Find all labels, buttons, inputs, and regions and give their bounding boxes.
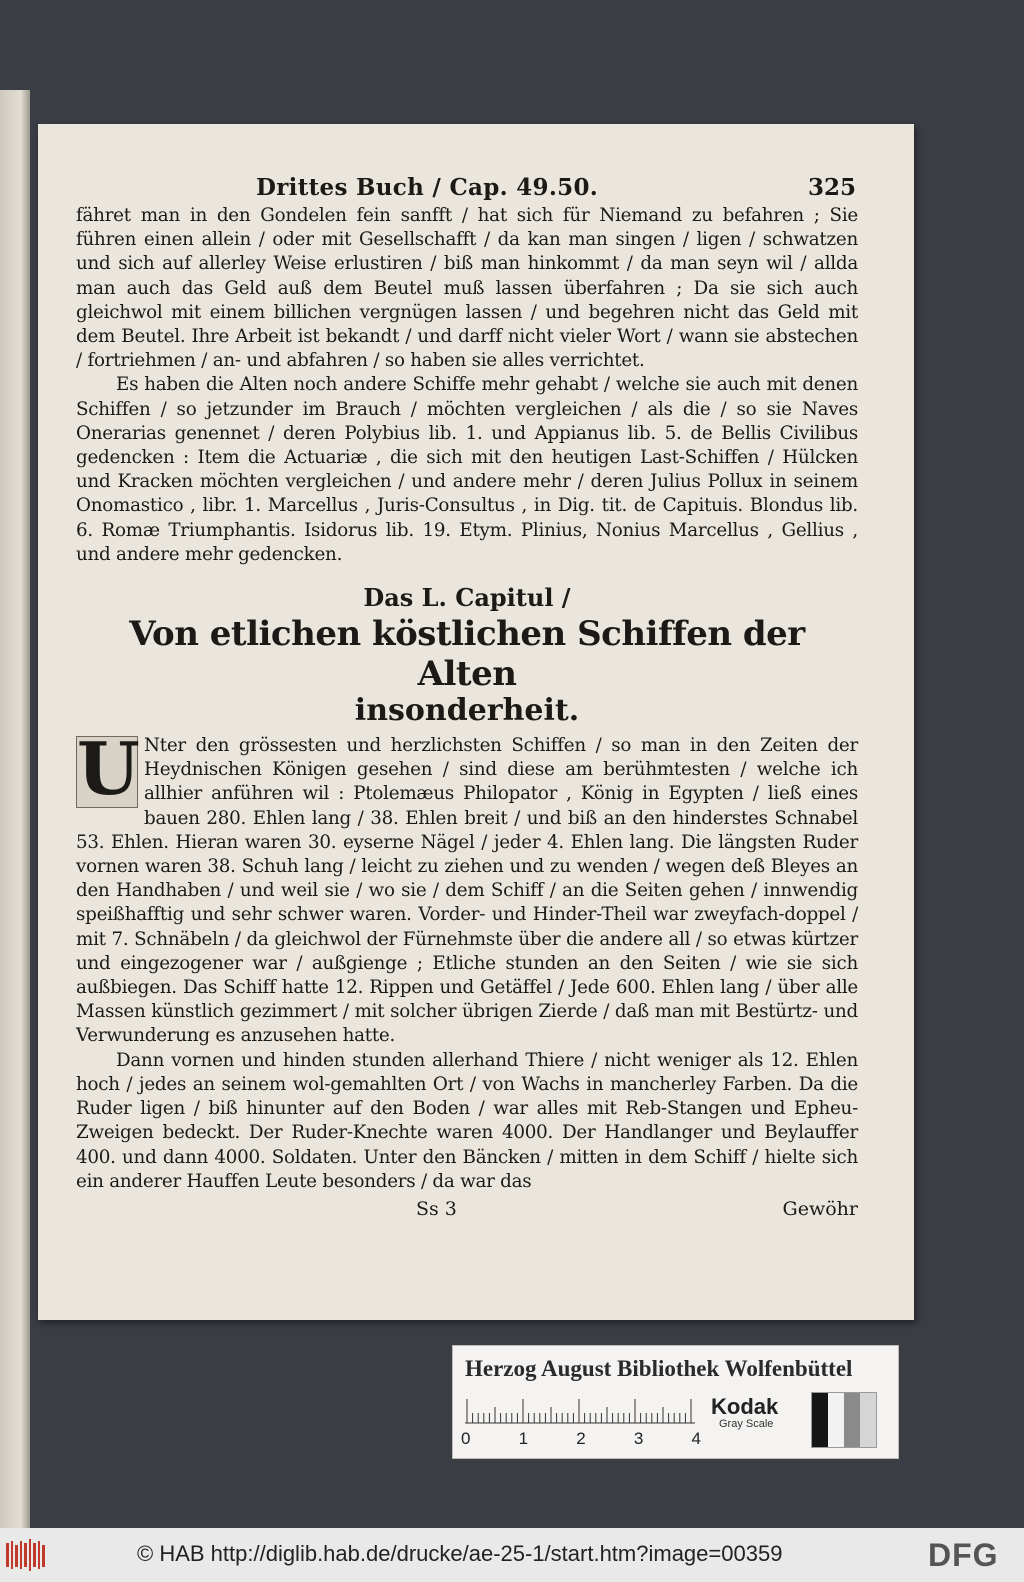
- chapter-title-continued: insonderheit.: [354, 693, 580, 729]
- paragraph: fähret man in den Gondelen fein sanfft / hat sich für Niemand zu befahren ; Sie führen einen allein / oder mit Gesellschafft / da kan man singen / ligen / schwatzen und sich auf allerley Weise erlustiren / biß man hinkommt / da man seyn wil / allda man auch das Geld auß dem Beutel muß lassen überfahren ; Da sie sich auch gleichwol mit einem billichen vergnügen lassen / und begehren nicht das Geld mit dem Beutel. Ihre Arbeit ist bekandt / und darff nicht vieler Wort / wann sie abstechen / fortriehmen / an- und abfahren / so haben sie alles verrichtet.: [76, 205, 858, 372]
- footer-bar: [0, 1528, 1024, 1582]
- ruler-scale: [461, 1429, 701, 1449]
- dfg-logo: DFG: [928, 1537, 999, 1573]
- library-color-card: [452, 1345, 899, 1459]
- copyright-url: © HAB http://diglib.hab.de/drucke/ae-25-1/start.htm?image=00359: [137, 1541, 783, 1566]
- paragraph: Dann vornen und hinden stunden allerhand Thiere / nicht weniger als 12. Ehlen hoch / jedes an seinem wol-gemahlten Ort / von Wachs in mancherley Farben. Da die Ruder ligen / biß hinunter auf den Boden / war alles mit Reb-Stangen und Epheu-Zweigen bedeckt. Der Ruder-Knechte waren 4000. Der Handlanger und Beylauffer 400. und dann 4000. Soldaten. Unter den Bäncken / mitten in dem Schiff / hielte sich ein anderer Hauffen Leute besonders / da war das: [76, 1049, 858, 1192]
- running-head: [76, 174, 858, 204]
- page-footer: [76, 1198, 858, 1220]
- gray-scale-patches: [811, 1392, 877, 1448]
- gray-scale-label: Gray Scale: [719, 1418, 774, 1430]
- ruler-number: 1: [518, 1429, 529, 1448]
- chapter-heading: [76, 583, 858, 728]
- ruler-number: 4: [691, 1429, 701, 1448]
- ruler-number: 3: [633, 1429, 644, 1448]
- ruler-number: 2: [576, 1429, 586, 1448]
- catchword: Gewöhr: [782, 1197, 858, 1220]
- running-head-title: Drittes Buch / Cap. 49.50.: [256, 174, 599, 201]
- ruler-icon: [465, 1398, 695, 1424]
- chapter-title: Von etlichen köstlichen Schiffen der Alten: [129, 614, 805, 695]
- library-name: Herzog August Bibliothek Wolfenbüttel: [465, 1356, 853, 1381]
- gray-patch: [812, 1393, 828, 1447]
- signature-mark: Ss 3: [416, 1197, 457, 1220]
- kodak-logo: Kodak: [711, 1394, 779, 1419]
- gray-patch: [860, 1393, 876, 1447]
- chapter-number: Das L. Capitul /: [363, 583, 571, 613]
- drop-cap-initial: U: [77, 726, 140, 812]
- gray-patch: [828, 1393, 844, 1447]
- hab-logo-icon: [6, 1539, 48, 1571]
- body-text: [76, 204, 858, 1220]
- gray-patch: [844, 1393, 860, 1447]
- paragraph: Es haben die Alten noch andere Schiffe mehr gehabt / welche sie auch mit denen Schiffen / so jetzunder im Brauch / möchten vergleichen / als die / so sie Naves Onerarias genennet / deren Polybius lib. 1. und Appianus lib. 5. de Bellis Civilibus gedencken : Item die Actuariæ , die sich mit den heutigen Last-Schiffen / Hülcken und Kracken möchten vergleichen / und andere mehr / deren Julius Pollux in seinem Onomastico , libr. 1. Marcellus , Juris-Consultus , in Dig. tit. de Capituis. Blondus lib. 6. Romæ Triumphantis. Isidorus lib. 19. Etym. Plinius, Nonius Marcellus , Gellius , und andere mehr gedencken.: [76, 374, 858, 565]
- paragraph: Nter den grössesten und herzlichsten Schiffen / so man in den Zeiten der Heydnischen Königen gesehen / sind diese am berühmtesten / welche ich allhier anführen wil : Ptolemæus Philopator , König in Egypten / ließ eines bauen 280. Ehlen lang / 38. Ehlen breit / und biß an den hinderstes Schnabel 53. Ehlen. Hieran waren 30. eyserne Nägel / jeder 4. Ehlen lang. Die längsten Ruder vornen waren 38. Schuh lang / leicht zu ziehen und zu wenden / wegen deß Bleyes an den Handhaben / und weil sie / wo sie / dem Schiff / an die Seiten gehen / innwendig speißhafftig und sehr schwer waren. Vorder- und Hinder-Theil war zweyfach-doppel / mit 7. Schnäbeln / da gleichwol der Fürnehmste über die andere all / so etwas kürtzer und eingezogener war / außgienge ; Etliche stunden an den Seiten / wie sie sich außbiegen. Das Schiff hatte 12. Rippen und Getäffel / Jede 600. Ehlen lang / über alle Massen künstlich gezimmert / mit solcher übrigen Zierde / daß man mit Bestürtz- und Verwunderung es anzusehen hatte.: [76, 735, 858, 1047]
- adjacent-page-edge: [0, 90, 30, 1550]
- page-number: 325: [807, 174, 856, 201]
- page-content: [76, 174, 858, 1220]
- ruler-number: 0: [461, 1429, 471, 1448]
- book-page: [38, 124, 914, 1320]
